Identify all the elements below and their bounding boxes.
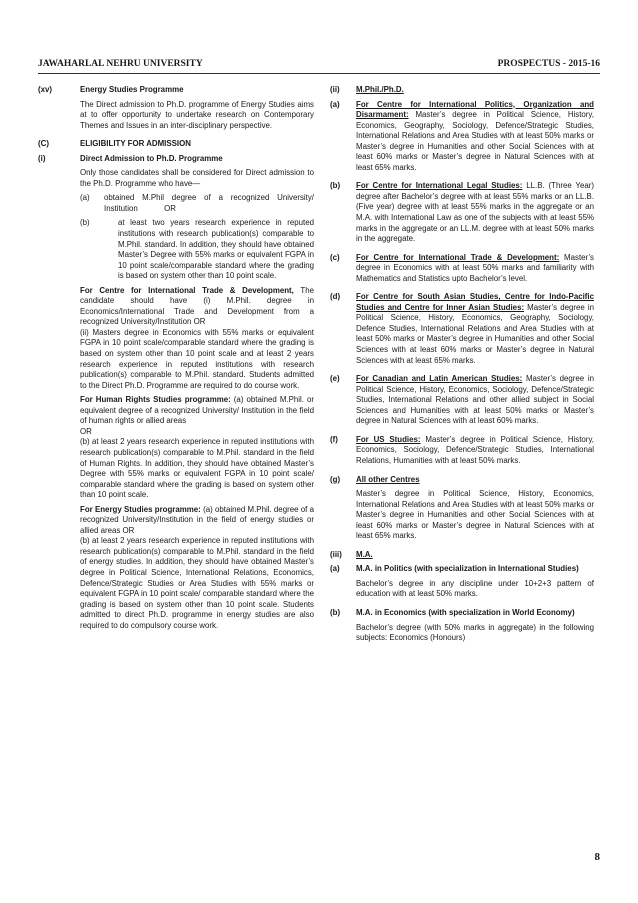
hr-paragraph — [80, 395, 314, 427]
section-iii — [330, 550, 594, 561]
item-g — [330, 475, 594, 546]
trade-text: The candidate should have (i) M.Phil. degree in Economics/International Trade and Development from a recognized University/Institution OR — [80, 285, 314, 327]
item-marker: (e) — [330, 374, 340, 384]
sub-text: obtained M.Phil degree of a recognized University/ Institution OR — [104, 193, 317, 213]
item-text: Master’s degree in Political Science, History, Economics, Geography, Sociology, Defence Studies, International Relations and Area Studies with at least 50% marks or Master’s degree in Humanities and other Social Sciences with at least 60% marks or Master’s degree in Natural Sciences with at least 65% marks. — [356, 302, 594, 365]
item-marker: (d) — [330, 292, 341, 302]
item-title: For Centre for South Asian Studies, Centre for Indo-Pacific Studies and Centre for Inner Asian Studies: — [356, 292, 594, 312]
trade-paragraph — [80, 286, 314, 328]
item-text: LL.B. (Three Year) degree after Bachelor’s degree with at least 55% marks or an LL.B. (Five year) degree with at least 55% marks in the aggregate or an M.A. with International Law as one of the subjects with at least 55% marks in the aggregate or an LL.M. degree with at least 50% marks in the aggregate. — [356, 181, 594, 244]
item-marker: (f) — [330, 434, 338, 444]
page-header — [38, 59, 600, 74]
item-c — [330, 253, 594, 289]
sub-item-b — [80, 218, 314, 281]
item-f — [330, 435, 594, 471]
section-title: Direct Admission to Ph.D. Programme — [80, 153, 223, 163]
intro-text: Only those candidates shall be considered for Direct admission to the Ph.D. Programme who have— — [80, 168, 314, 188]
section-marker: (ii) — [330, 85, 340, 94]
item-title: All other Centres — [356, 474, 420, 484]
item-title: For Centre for International Politics, Organization and Disarmament: — [356, 99, 594, 120]
section-marker: (iii) — [330, 549, 342, 559]
section-title: Energy Studies Programme — [80, 85, 184, 94]
trade-title: For Centre for International Trade & Development, — [80, 285, 294, 295]
item-title: For Centre for International Trade & Development: — [356, 252, 560, 262]
item-title: For Canadian and Latin American Studies: — [356, 374, 523, 384]
energy-text: (a) obtained M.Phil. degree of a recognized University/Institution in the field of energy studies or allied areas OR — [80, 504, 314, 535]
item-a — [330, 100, 594, 178]
item-marker: (g) — [330, 474, 341, 484]
section-i — [38, 153, 317, 636]
section-marker: (xv) — [38, 85, 53, 94]
section-ii — [330, 85, 594, 96]
item-title: M.A. in Politics (with specialization in International Studies) — [356, 564, 579, 574]
item-text: Bachelor’s degree in any discipline under 10+2+3 pattern of education with at least 50% marks. — [356, 578, 594, 599]
section-title: M.Phil./Ph.D. — [356, 85, 404, 94]
right-column — [330, 85, 594, 652]
hr-title: For Human Rights Studies programme: — [80, 395, 231, 405]
hr-or: OR — [80, 426, 92, 436]
item-d — [330, 292, 594, 370]
section-marker: (i) — [38, 153, 46, 163]
item-text: Master’s degree in Political Science, History, Economics, Sociology, Defence/Strategic Studies, International Relations and other allied subject in Social Sciences and Humanities with at least 50% marks or Master’s degree in Natural Sciences with at least 60% marks. — [356, 374, 594, 426]
energy-paragraph — [80, 505, 314, 537]
section-marker: (C) — [38, 139, 49, 149]
item-marker: (c) — [330, 252, 340, 262]
sub-text: at least two years research experience in reputed institutions with research publication(s) comparable to M.Phil. standard. In addition, they should have obtained Master’s Degree with 55% marks or equivalent FGPA in 10 point scale/comparable standard where the grading is based on system other than 10 point scale. — [118, 218, 314, 281]
prospectus-label: PROSPECTUS - 2015-16 — [497, 59, 600, 69]
item-marker: (a) — [330, 99, 340, 109]
item-text: Master’s degree in Political Science, History, Economics, Sociology, Defence/Strategic Studies, International Relations, Humanities with at least 50% marks. — [356, 434, 594, 465]
item-marker: (b) — [330, 607, 341, 617]
item-text: Bachelor’s degree (with 50% marks in aggregate) in the following subjects: Economics (Honours) — [356, 622, 594, 643]
item-b — [330, 181, 594, 248]
sub-marker: (a) — [80, 193, 90, 203]
sub-item-a — [80, 193, 317, 214]
energy-text-2: (b) at least 2 years research experience in reputed institutions with research publication(s) comparable to M.Phil. standard in the field of energy studies. In addition, they should have obtained Master’s degree in Political Science, International Relations, Economics, Defence/Strategic Studies or Area Studies with 55% marks or equivalent FGPA in 10 point scale/ comparable standard where the grading is based on system other than 10 point scale. Students admitted to direct Ph.D. programme in energy studies are also required to do compulsory course work. — [80, 536, 314, 630]
item-e — [330, 374, 594, 431]
hr-text-2: (b) at least 2 years research experience in reputed institutions with research publication(s) comparable to M.Phil. standard in the field of Human Rights. In addition, they should have obtained Master’s Degree with 55% marks or equivalent FGPA in 10 point scale/ comparable standard where the grading is based on system other than 10 point scale. — [80, 437, 314, 500]
section-title: M.A. — [356, 549, 373, 559]
item-title: For Centre for International Legal Studies: — [356, 181, 523, 191]
sub-marker: (b) — [80, 218, 90, 228]
item-title: For US Studies: — [356, 434, 421, 444]
hr-text: (a) obtained M.Phil. or equivalent degree of a recognized University/ Institution in the field of human rights or allied areas — [80, 395, 314, 426]
section-title: ELIGIBILITY FOR ADMISSION — [80, 139, 191, 149]
section-text: The Direct admission to Ph.D. programme of Energy Studies aims at to offer opportunity to undertake research on Contemporary Themes and Issues in an inter-disciplinary perspective. — [80, 99, 314, 130]
item-marker: (a) — [330, 564, 340, 574]
trade-text-2: (ii) Masters degree in Economics with 55% marks or equivalent FGPA in 10 point scale/comparable standard where the grading is based on system other than 10 point scale and at least 2 years research experience in reputed institutions with research publication(s) comparable to M.Phil. standard. Students admitted to the Direct Ph.D. Programme are required to do course work. — [80, 327, 314, 390]
item-text: Master’s degree in Economics with at least 50% marks and familiarity with Mathematics and Statistics upto Bachelor’s level. — [356, 252, 595, 283]
item-title: M.A. in Economics (with specialization in World Economy) — [356, 607, 575, 617]
ma-item-b — [330, 608, 594, 648]
section-xv — [38, 85, 314, 135]
university-name: JAWAHARLAL NEHRU UNIVERSITY — [38, 59, 203, 69]
left-column — [38, 85, 317, 639]
page-number: 8 — [594, 851, 600, 863]
item-text: Master’s degree in Political Science, History, Economics, International Relations and Area Studies with at least 50% marks or Master’s degree in Humanities and other Social Sciences with at least 60% marks or Master’s degree in Natural Sciences with at least 65% marks. — [356, 489, 594, 541]
energy-title: For Energy Studies programme: — [80, 504, 201, 514]
item-text: Master’s degree in Political Science, History, Economics, Geography, Sociology, Defence/Strategic Studies, International Relations and Area Studies with at least 50% marks or Master’s degree in Humanities and other Social Sciences with at least 60% marks or Master’s degree in Natural Sciences with at least 65% marks. — [356, 110, 594, 172]
ma-item-a — [330, 564, 594, 604]
item-marker: (b) — [330, 181, 341, 191]
section-c — [38, 139, 314, 150]
